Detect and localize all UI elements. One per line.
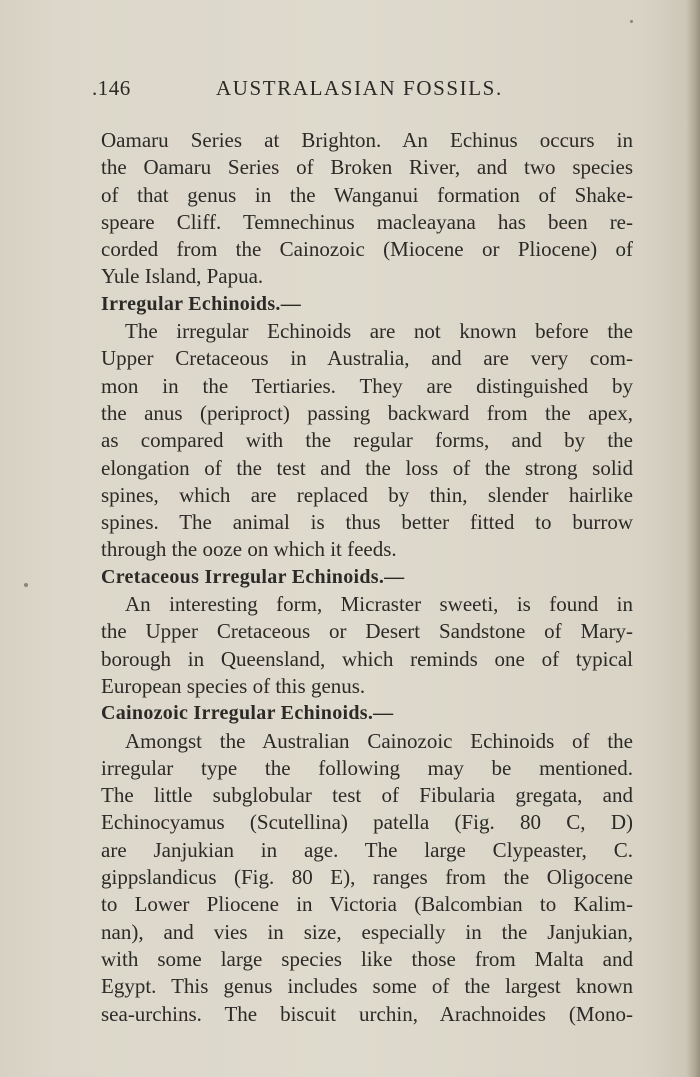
text-line: sea-urchins. The biscuit urchin, Arachnoides (Mono- [101, 1001, 633, 1026]
text-line: corded from the Cainozoic (Miocene or Pliocene) of [101, 237, 633, 262]
text-line: through the ooze on which it feeds. [101, 537, 397, 562]
text-line: Yule Island, Papua. [101, 264, 264, 289]
page-header [92, 76, 632, 106]
page-edge-shadow [686, 0, 700, 1077]
section-heading: Cretaceous Irregular Echinoids.— [101, 565, 405, 588]
text-line: Upper Cretaceous in Australia, and are very com- [101, 346, 633, 371]
text-line: the anus (periproct) passing backward from the apex, [101, 400, 633, 425]
text-line: elongation of the test and the loss of the strong solid [101, 455, 633, 480]
text-line: nan), and vies in size, especially in the Janjukian, [101, 919, 633, 944]
text-line: Oamaru Series at Brighton. An Echinus occurs in [101, 128, 633, 152]
paper-speck [630, 20, 633, 23]
text-line: borough in Queensland, which reminds one of typical [101, 646, 633, 671]
text-line: The irregular Echinoids are not known before the [125, 319, 633, 344]
text-line: spines. The animal is thus better fitted to burrow [101, 510, 633, 535]
text-line: Egypt. This genus includes some of the largest known [101, 974, 633, 999]
text-line: to Lower Pliocene in Victoria (Balcombian to Kalim- [101, 892, 633, 917]
text-line: irregular type the following may be mentioned. [101, 755, 633, 780]
text-line: European species of this genus. [101, 673, 366, 698]
text-line: spines, which are replaced by thin, slender hairlike [101, 482, 633, 507]
text-line: are Janjukian in age. The large Clypeaster, C. [101, 837, 633, 862]
text-line: Amongst the Australian Cainozoic Echinoids of the [125, 728, 633, 753]
text-line: An interesting form, Micraster sweeti, is found in [125, 592, 633, 617]
text-line: mon in the Tertiaries. They are distinguished by [101, 373, 633, 398]
text-line: with some large species like those from Malta and [101, 946, 633, 971]
section-heading: Irregular Echinoids.— [101, 292, 302, 315]
text-line: as compared with the regular forms, and by the [101, 428, 633, 453]
text-line: gippslandicus (Fig. 80 E), ranges from the Oligocene [101, 865, 633, 890]
text-line: of that genus in the Wanganui formation of Shake- [101, 182, 633, 207]
text-line: the Upper Cretaceous or Desert Sandstone of Mary- [101, 619, 633, 644]
text-line: the Oamaru Series of Broken River, and two species [101, 155, 633, 180]
paper-speck [24, 583, 28, 587]
running-title: AUSTRALASIAN FOSSILS. [216, 76, 503, 100]
body-text [101, 127, 633, 1028]
text-line: The little subglobular test of Fibularia gregata, and [101, 783, 633, 808]
text-line: Echinocyamus (Scutellina) patella (Fig. 80 C, D) [101, 810, 633, 835]
page-number: .146 [92, 76, 131, 100]
text-line: speare Cliff. Temnechinus macleayana has been re- [101, 209, 633, 234]
section-heading: Cainozoic Irregular Echinoids.— [101, 702, 394, 725]
